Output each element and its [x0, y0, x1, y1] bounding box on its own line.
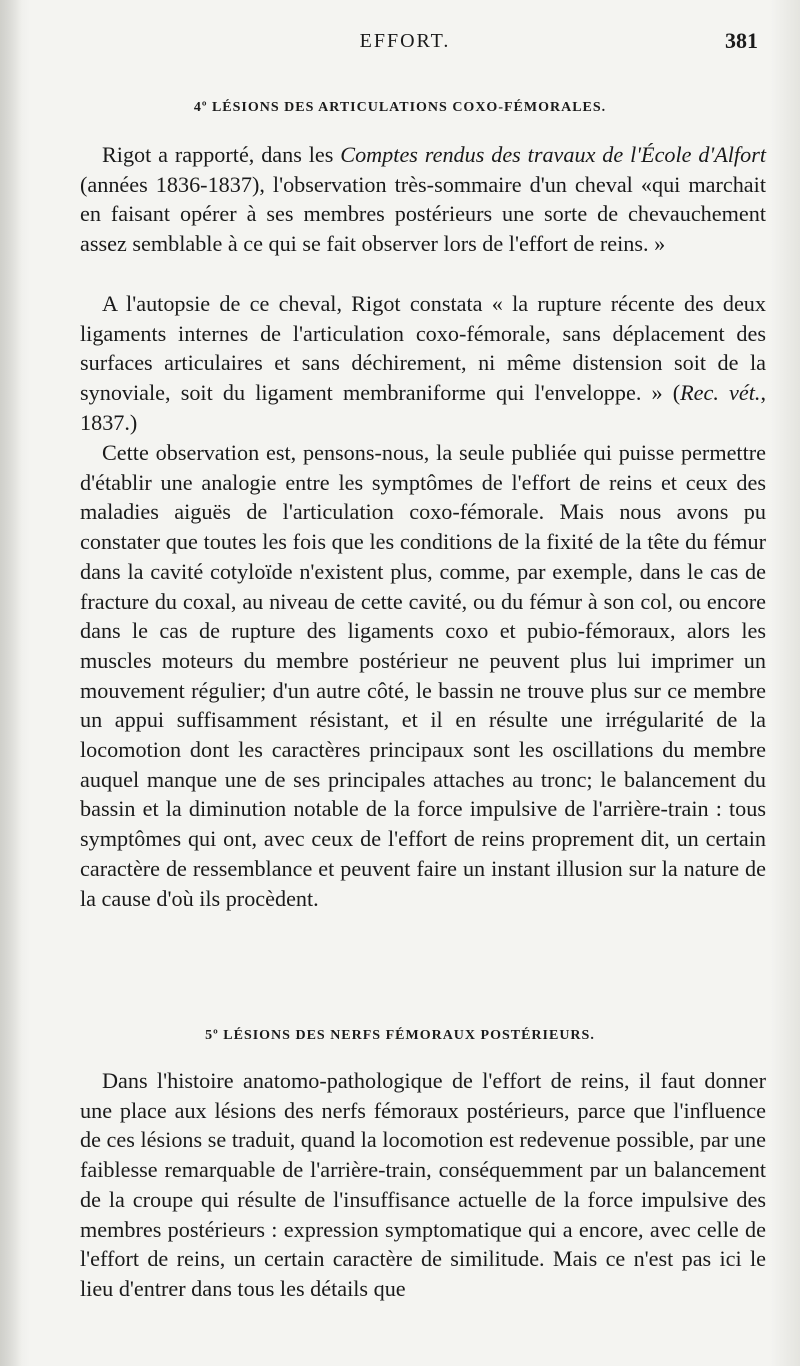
- paragraph-text: Rigot a rapporté, dans les: [102, 142, 341, 167]
- paragraph-histoire: Dans l'histoire anatomo-pathologique de l'effort de reins, il faut donner une place aux lésions des nerfs fémoraux postérieurs, parce que l'influence de ces lésions se traduit, quand la locomotion est redevenue possible, par une faiblesse remarquable de l'arrière-train, conséquemment par un balancement de la croupe qui résulte de l'insuffisance actuelle de la force impulsive des membres postérieurs : expression symptomatique qui a encore, avec celle de l'effort de reins, un certain caractère de similitude. Mais ce n'est pas ici le lieu d'entrer dans tous les détails que: [80, 1068, 766, 1301]
- paragraph-italic-title: Comptes rendus des travaux de l'École d'Alfort: [340, 142, 766, 167]
- paragraph-text: (années 1836-1837), l'observation très-sommaire d'un cheval «qui marchait en faisant opérer à ses membres postérieurs une sorte de chevauchement assez semblable à ce qui se fait observer lors de l'effort de reins. »: [80, 171, 766, 257]
- paragraph-rigot: [80, 140, 766, 259]
- section-heading-5: 5º LÉSIONS DES NERFS FÉMORAUX POSTÉRIEURS.: [205, 1028, 595, 1043]
- paragraph-italic-citation: Rec. vét.: [680, 380, 761, 406]
- running-head: [0, 30, 800, 60]
- page-spine-shadow: [0, 0, 22, 1366]
- paragraph-autopsie: [80, 289, 766, 438]
- running-head-title: EFFORT.: [359, 30, 451, 52]
- paragraph-text: , 1837.): [80, 380, 766, 435]
- section-heading-4: 4º LÉSIONS DES ARTICULATIONS COXO-FÉMORALES.: [193, 100, 607, 115]
- paragraph-text: A l'autopsie de ce cheval, Rigot constata « la rupture récente des deux ligaments internes de l'articulation coxo-fémorale, sans déplacement des surfaces articulaires et sans déchirement, ni même distension soit de la synoviale, soit du ligament membraniforme qui l'enveloppe. » (: [80, 291, 766, 406]
- paragraph-observation: Cette observation est, pensons-nous, la seule publiée qui puisse permettre d'établir une analogie entre les symptômes de l'effort de reins et ceux des maladies aiguës de l'articulation coxo-fémorale. Mais nous avons pu constater que toutes les fois que les conditions de la fixité de la tête du fémur dans la cavité cotyloïde n'existent plus, comme, par exemple, dans le cas de fracture du coxal, au niveau de cette cavité, ou du fémur à son col, ou encore dans le cas de rupture des ligaments coxo et pubio-fémoraux, alors les muscles moteurs du membre postérieur ne peuvent plus lui imprimer un mouvement régulier; d'un autre côté, le bassin ne trouve plus sur ce membre un appui suffisamment résistant, et il en résulte une irrégularité de la locomotion dont les caractères principaux sont les oscillations du membre auquel manque une de ses principales attaches au tronc; le balancement du bassin et la diminution notable de la force impulsive de l'arrière-train : tous symptômes qui ont, avec ceux de l'effort de reins proprement dit, un certain caractère de ressemblance et peuvent faire un instant illusion sur la nature de la cause d'où ils procèdent.: [80, 440, 766, 911]
- page-number: 381: [725, 28, 758, 53]
